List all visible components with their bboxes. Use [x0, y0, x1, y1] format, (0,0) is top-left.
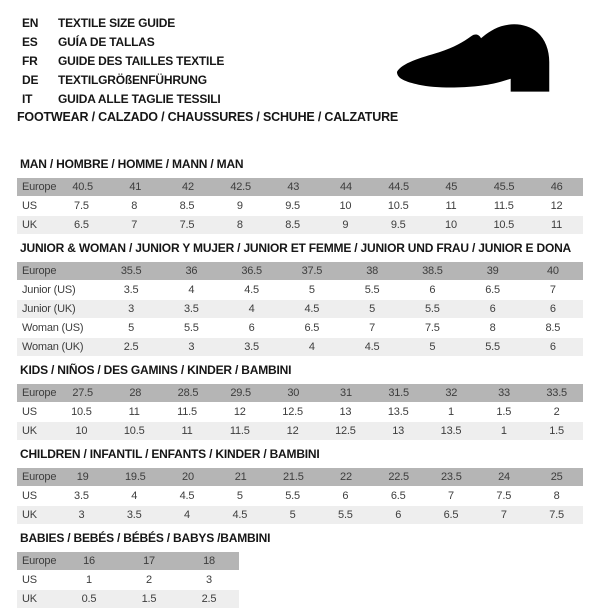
language-label: GUIDA ALLE TAGLIE TESSILI [58, 92, 221, 106]
size-cell: 3.5 [123, 284, 139, 296]
size-cell: 7 [369, 322, 376, 334]
size-cell: 5 [289, 509, 296, 521]
size-section-kids [17, 364, 583, 440]
size-cell: 12 [233, 406, 246, 418]
size-cell: 8.5 [285, 219, 300, 231]
section-title: KIDS / NIÑOS / DES GAMINS / KINDER / BAMBINI [20, 363, 292, 377]
size-cell: 4 [131, 490, 138, 502]
size-table [17, 178, 583, 234]
table-row [17, 486, 583, 505]
size-cell: 6 [549, 303, 556, 315]
category-line: FOOTWEAR / CALZADO / CHAUSSURES / SCHUHE / CALZATURE [17, 110, 399, 124]
size-cell: 6 [429, 284, 436, 296]
size-cell: 35.5 [120, 265, 142, 277]
size-cell: 24 [498, 471, 510, 483]
size-cell: 12.5 [282, 406, 303, 418]
size-cell: 10 [75, 425, 88, 437]
row-label: Europe [22, 471, 57, 483]
size-cell: 3.5 [74, 490, 89, 502]
row-label: Europe [22, 555, 57, 567]
size-cell: 44.5 [388, 181, 409, 193]
size-cell: 19 [76, 471, 89, 483]
language-label: GUIDE DES TAILLES TEXTILE [58, 54, 225, 68]
size-cell: 37.5 [301, 265, 323, 277]
row-label: UK [22, 219, 37, 231]
size-cell: 42 [182, 181, 194, 193]
table-row [17, 280, 583, 299]
size-cell: 42.5 [230, 181, 251, 193]
size-cell: 2 [553, 406, 560, 418]
size-cell: 32 [445, 387, 458, 399]
size-cell: 10.5 [493, 219, 515, 231]
table-row [17, 421, 583, 440]
size-cell: 13.5 [387, 406, 409, 418]
size-cell: 5.5 [184, 322, 199, 334]
size-cell: 6 [248, 322, 255, 334]
language-code: IT [22, 92, 33, 106]
size-cell: 1 [500, 425, 507, 437]
size-cell: 13 [339, 406, 352, 418]
size-cell: 6.5 [304, 322, 320, 334]
size-cell: 16 [83, 555, 95, 567]
row-label: Europe [22, 181, 57, 193]
size-cell: 5.5 [485, 341, 500, 353]
row-label: Europe [22, 265, 57, 277]
size-cell: 10.5 [71, 406, 92, 418]
size-cell: 38.5 [422, 265, 443, 277]
size-cell: 5 [128, 322, 135, 334]
size-cell: 36 [185, 265, 198, 277]
size-cell: 5 [369, 303, 376, 315]
size-cell: 9.5 [390, 219, 406, 231]
size-cell: 4.5 [179, 490, 195, 502]
size-cell: 4 [184, 509, 190, 521]
size-cell: 3 [188, 341, 195, 353]
size-cell: 7.5 [425, 322, 440, 334]
size-cell: 5.5 [364, 284, 380, 296]
table-header-row [17, 262, 583, 280]
size-cell: 10 [339, 200, 352, 212]
size-cell: 10.5 [387, 200, 409, 212]
table-header-row [17, 384, 583, 402]
size-cell: 1.5 [141, 593, 157, 605]
size-cell: 4.5 [232, 509, 248, 521]
size-cell: 4.5 [304, 303, 320, 315]
size-cell: 19.5 [124, 471, 146, 483]
size-cell: 3 [128, 303, 135, 315]
size-cell: 6.5 [390, 490, 406, 502]
size-cell: 8 [236, 219, 243, 231]
size-table [17, 468, 583, 524]
table-row [17, 318, 583, 337]
table-header-row [17, 468, 583, 486]
size-cell: 4 [248, 303, 255, 315]
row-label: Woman (UK) [22, 341, 84, 353]
size-cell: 7.5 [74, 200, 89, 212]
table-header-row [17, 552, 239, 570]
size-cell: 12.5 [335, 425, 356, 437]
guide-header [17, 14, 583, 124]
size-cell: 8 [553, 490, 560, 502]
size-cell: 27.5 [72, 387, 93, 399]
size-cell: 44 [340, 181, 352, 193]
size-cell: 5 [429, 341, 436, 353]
size-cell: 10 [445, 219, 457, 231]
size-section-junior-woman [17, 242, 583, 356]
table-row [17, 589, 239, 608]
size-cell: 11 [128, 406, 140, 418]
size-cell: 12 [550, 200, 563, 212]
size-cell: 45.5 [493, 181, 515, 193]
size-cell: 2.5 [201, 593, 217, 605]
table-row [17, 505, 583, 524]
dress-shoe-icon [394, 22, 572, 100]
size-cell: 0.5 [81, 593, 97, 605]
row-label: UK [22, 593, 37, 605]
size-cell: 3.5 [184, 303, 199, 315]
language-label: TEXTILGRÖßENFÜHRUNG [58, 73, 207, 87]
size-cell: 6.5 [74, 219, 89, 231]
size-cell: 5.5 [338, 509, 353, 521]
language-label: GUÍA DE TALLAS [58, 35, 155, 49]
size-cell: 12 [286, 425, 299, 437]
size-cell: 29.5 [230, 387, 251, 399]
size-cell: 25 [550, 471, 563, 483]
language-code: ES [22, 35, 38, 49]
size-cell: 22.5 [388, 471, 409, 483]
size-cell: 2.5 [123, 341, 139, 353]
size-cell: 3 [206, 574, 212, 586]
size-cell: 40.5 [72, 181, 93, 193]
size-cell: 5.5 [425, 303, 440, 315]
size-cell: 46 [550, 181, 563, 193]
size-cell: 11.5 [177, 406, 197, 418]
section-title: JUNIOR & WOMAN / JUNIOR Y MUJER / JUNIOR ET FEMME / JUNIOR UND FRAU / JUNIOR E DONA [20, 241, 572, 255]
size-section-man [17, 158, 583, 234]
size-cell: 38 [366, 265, 379, 277]
row-label: Junior (UK) [22, 303, 76, 315]
size-cell: 22 [340, 471, 352, 483]
size-cell: 30 [287, 387, 300, 399]
size-cell: 23.5 [441, 471, 462, 483]
table-row [17, 196, 583, 215]
size-cell: 4 [308, 341, 315, 353]
size-cell: 11.5 [229, 425, 250, 437]
size-cell: 21.5 [283, 471, 304, 483]
language-code: FR [22, 54, 38, 68]
size-cell: 10.5 [123, 425, 145, 437]
row-label: Woman (US) [22, 322, 84, 334]
size-cell: 20 [182, 471, 194, 483]
size-cell: 6 [549, 341, 556, 353]
size-cell: 11.5 [493, 200, 514, 212]
row-label: US [22, 200, 37, 212]
size-cell: 4.5 [244, 284, 259, 296]
size-cell: 6.5 [443, 509, 459, 521]
size-cell: 9 [236, 200, 243, 212]
size-cell: 7 [131, 219, 138, 231]
size-section-babies [17, 532, 583, 608]
section-title: CHILDREN / INFANTIL / ENFANTS / KINDER / BAMBINI [20, 447, 320, 461]
size-cell: 43 [287, 181, 300, 193]
size-cell: 33 [498, 387, 510, 399]
size-cell: 11 [551, 219, 563, 231]
section-title: BABIES / BEBÉS / BÉBÉS / BABYS /BAMBINI [20, 531, 271, 545]
size-cell: 4 [188, 284, 195, 296]
language-code: EN [22, 16, 39, 30]
size-cell: 7 [549, 284, 556, 296]
table-row [17, 402, 583, 421]
size-table [17, 262, 583, 356]
size-cell: 8.5 [545, 322, 561, 334]
size-cell: 17 [143, 555, 155, 567]
size-cell: 1 [448, 406, 454, 418]
row-label: Europe [22, 387, 57, 399]
size-cell: 6.5 [485, 284, 500, 296]
table-row [17, 215, 583, 234]
row-label: US [22, 574, 37, 586]
size-cell: 1.5 [496, 406, 512, 418]
size-cell: 21 [234, 471, 247, 483]
size-cell: 31 [340, 387, 352, 399]
size-cell: 6 [395, 509, 402, 521]
size-cell: 9.5 [285, 200, 300, 212]
size-cell: 5.5 [285, 490, 300, 502]
size-cell: 8 [131, 200, 138, 212]
table-row [17, 337, 583, 356]
size-cell: 28 [129, 387, 142, 399]
size-cell: 6 [342, 490, 349, 502]
size-cell: 39 [486, 265, 499, 277]
size-cell: 41 [129, 181, 142, 193]
size-cell: 11 [181, 425, 193, 437]
size-cell: 13 [392, 425, 405, 437]
table-row [17, 299, 583, 318]
size-cell: 33.5 [546, 387, 567, 399]
size-cell: 18 [203, 555, 215, 567]
size-cell: 4.5 [364, 341, 380, 353]
size-cell: 36.5 [241, 265, 262, 277]
size-cell: 40 [546, 265, 559, 277]
size-cell: 6 [489, 303, 496, 315]
size-cell: 7.5 [496, 490, 512, 502]
size-cell: 45 [445, 181, 458, 193]
language-label: TEXTILE SIZE GUIDE [58, 16, 176, 30]
row-label: US [22, 490, 37, 502]
row-label: UK [22, 509, 37, 521]
size-cell: 2 [146, 574, 152, 586]
row-label: Junior (US) [22, 284, 76, 296]
size-cell: 11 [445, 200, 457, 212]
row-label: UK [22, 425, 37, 437]
size-guide-sections [17, 158, 583, 608]
size-cell: 5 [308, 284, 315, 296]
size-cell: 5 [236, 490, 243, 502]
row-label: US [22, 406, 37, 418]
size-section-children [17, 448, 583, 524]
size-cell: 7.5 [179, 219, 195, 231]
language-code: DE [22, 73, 39, 87]
size-table [17, 384, 583, 440]
size-cell: 8.5 [179, 200, 195, 212]
size-cell: 3.5 [244, 341, 259, 353]
size-cell: 7 [448, 490, 454, 502]
size-cell: 9 [342, 219, 349, 231]
size-cell: 3.5 [126, 509, 142, 521]
size-cell: 7.5 [549, 509, 564, 521]
size-cell: 28.5 [177, 387, 199, 399]
size-cell: 13.5 [440, 425, 462, 437]
size-cell: 7 [500, 509, 507, 521]
table-header-row [17, 178, 583, 196]
size-cell: 1 [86, 574, 92, 586]
size-cell: 8 [489, 322, 496, 334]
size-cell: 3 [78, 509, 85, 521]
size-cell: 1.5 [549, 425, 564, 437]
table-row [17, 570, 239, 589]
size-cell: 31.5 [388, 387, 409, 399]
section-title: MAN / HOMBRE / HOMME / MANN / MAN [20, 157, 244, 171]
